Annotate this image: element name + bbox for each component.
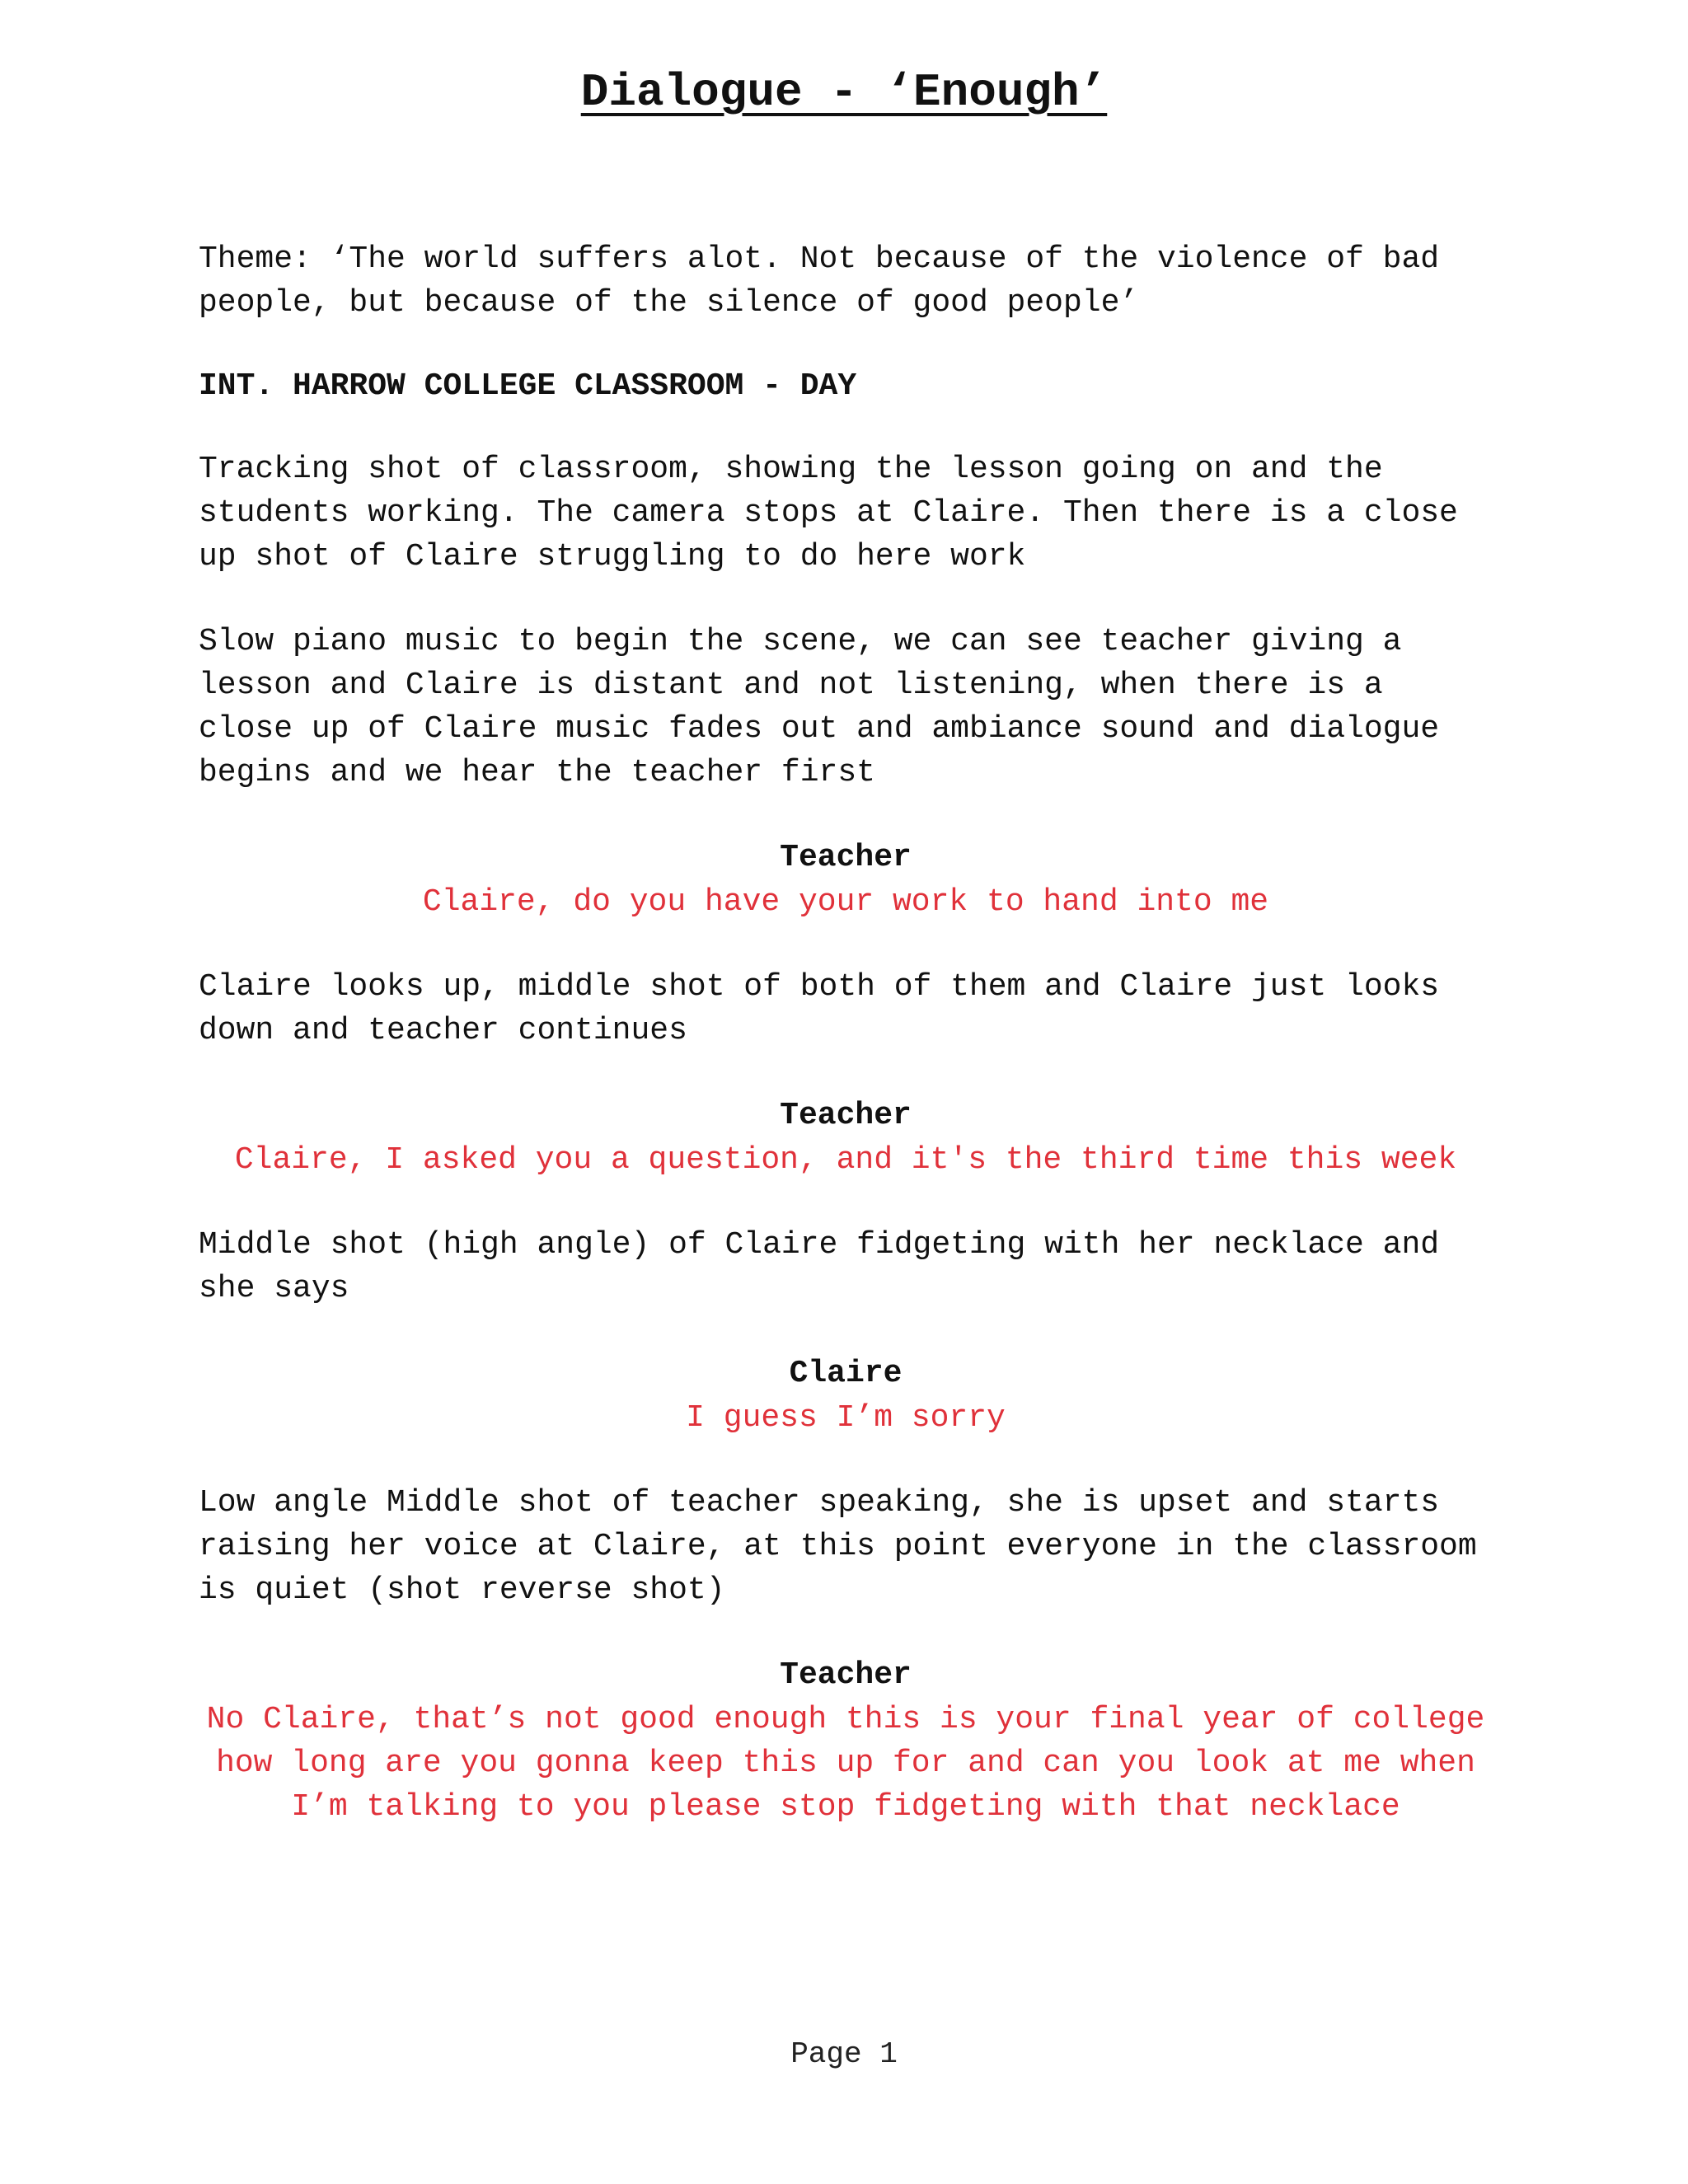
action-paragraph-2: Slow piano music to begin the scene, we can see teacher giving a lesson and Claire is distant and not listening, when there is a close up of Claire music fades out and ambiance sound and dialogue begins and we hear the teacher first (199, 624, 1440, 790)
character-name: Teacher (780, 840, 912, 875)
dialogue-line: Claire, do you have your work to hand into me (422, 884, 1269, 920)
dialogue-line: No Claire, that’s not good enough this is your final year of college how long are you gonna keep this up for and can you look at me when I’m talking to you please stop fidgeting with that necklace (206, 1702, 1485, 1825)
character-name: Claire (789, 1356, 903, 1391)
action-paragraph-1: Tracking shot of classroom, showing the lesson going on and the students working. The camera stops at Claire. Then there is a close up shot of Claire struggling to do here work (199, 452, 1458, 574)
dialogue-block-1 (199, 836, 1493, 924)
action-paragraph-5: Low angle Middle shot of teacher speaking, she is upset and starts raising her voice at Claire, at this point everyone in the classroom is quiet (shot reverse shot) (199, 1485, 1477, 1608)
dialogue-block-4 (199, 1653, 1493, 1829)
script-body (199, 237, 1493, 1829)
action-paragraph-4: Middle shot (high angle) of Claire fidgeting with her necklace and she says (199, 1227, 1440, 1306)
dialogue-line: Claire, I asked you a question, and it's the third time this week (234, 1142, 1457, 1178)
dialogue-block-2 (199, 1094, 1493, 1182)
document-title-text: Dialogue - ‘Enough’ (580, 66, 1108, 119)
page-number: Page 1 (790, 2037, 898, 2071)
dialogue-block-3 (199, 1352, 1493, 1440)
character-name: Teacher (780, 1657, 912, 1693)
scene-heading: INT. HARROW COLLEGE CLASSROOM - DAY (199, 368, 857, 404)
theme-statement: Theme: ‘The world suffers alot. Not because of the violence of bad people, but because of the silence of good people’ (199, 241, 1440, 321)
action-paragraph-3: Claire looks up, middle shot of both of them and Claire just looks down and teacher continues (199, 969, 1440, 1048)
dialogue-line: I guess I’m sorry (686, 1400, 1006, 1436)
document-title (0, 59, 1688, 125)
character-name: Teacher (780, 1098, 912, 1133)
